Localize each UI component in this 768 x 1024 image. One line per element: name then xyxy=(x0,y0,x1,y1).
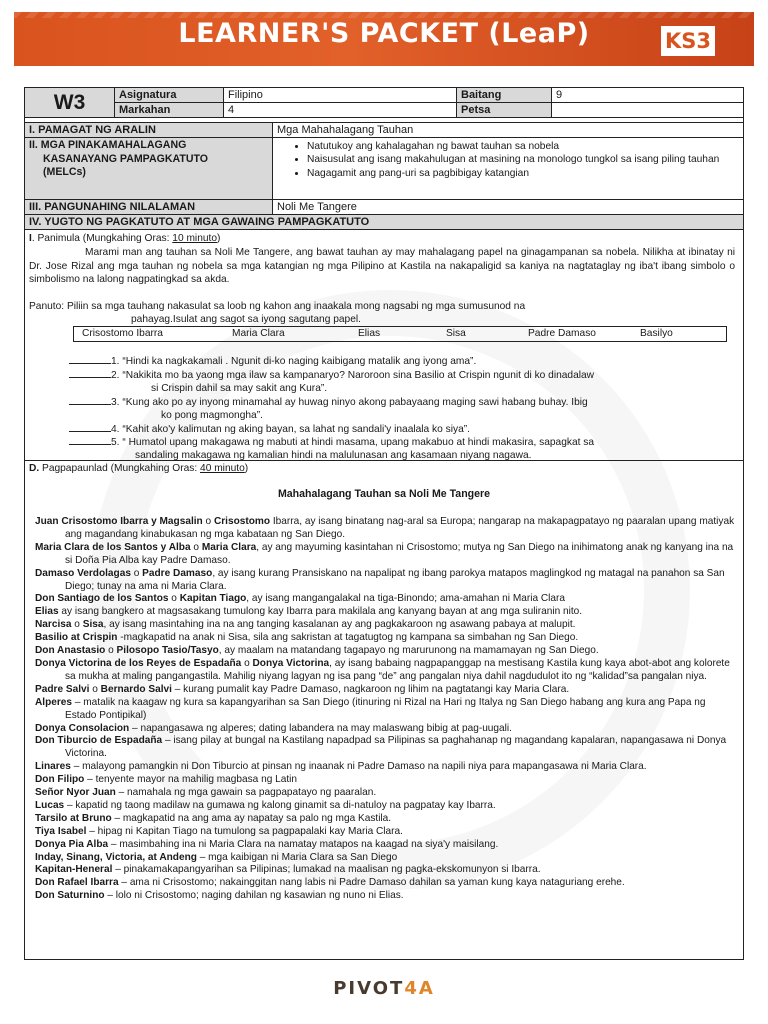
choice-name: Padre Damaso xyxy=(528,328,596,339)
character-alias: Sisa xyxy=(82,619,104,631)
character-description: – magkapatid na ang ama ay napatay sa palo ng mga Kastila. xyxy=(111,812,392,824)
character-entry xyxy=(25,800,737,813)
info-row-2 xyxy=(25,103,743,118)
character-entry xyxy=(25,852,737,865)
character-name: Lucas xyxy=(35,799,65,811)
panuto-line-1: Panuto: Piliin sa mga tauhang nakasulat sa loob ng kahon ang inaakala mong nagsabi ng mga sumusunod na xyxy=(29,301,526,312)
character-alias: Bernardo Salvi xyxy=(100,683,172,695)
choice-name: Maria Clara xyxy=(232,328,285,339)
character-description: , ay isang masintahing ina na ang tanging kasalanan ay ang pagkakaroon ng asawang pabaya at malupit. xyxy=(103,619,576,631)
melc-item: • Nagagamit ang pang-uri sa pagbibigay katangian xyxy=(307,167,739,180)
footer-brand-accent: 4A xyxy=(404,978,435,999)
section-1-row xyxy=(25,123,743,138)
melc-list xyxy=(277,140,739,180)
section-2-label-line-2: KASANAYANG PAMPAGKATUTO xyxy=(43,152,209,165)
character-choices-box xyxy=(73,326,727,342)
character-entry: Don Santiago de los Santos o Kapitan Tiago, ay isang mangangalakal na tiga-Binondo; ama-amahan ni Maria Clara xyxy=(35,593,565,605)
baitang-value: 9 xyxy=(552,88,743,103)
character-description: – masimbahing ina ni Maria Clara na namatay matapos na kaagad na siya'y maisilang. xyxy=(108,838,499,850)
asignatura-value: Filipino xyxy=(224,88,457,103)
character-alias: Donya Victorina xyxy=(252,657,330,669)
choice-name: Basilyo xyxy=(640,328,673,339)
character-entry xyxy=(25,697,737,723)
character-list xyxy=(25,516,737,903)
character-description: , ay isang babaing nagpapanggap na mestisang Kastila kung kaya abot-abot ang kolorete sa mukha at maling pangangastila. Mahilig niyang lagyan ng isa pang “de” ang pangalan niya dahil nagdudulot ito ng “kalidad”sa pangalan niya. xyxy=(65,657,730,682)
character-alias: Maria Clara xyxy=(201,541,257,553)
character-entry xyxy=(25,606,737,619)
character-description: , ay isang kurang Pransiskano na napalipat ng ibang parokya matapos maglingkod ng matagal na panahon sa San Diego; tunay na ama ni Maria Clara. xyxy=(65,567,725,592)
section-2-label xyxy=(25,138,273,199)
character-description: – namahala ng mga gawain sa pagpapatayo ng paaralan. xyxy=(115,787,377,799)
character-entry: Maria Clara de los Santos y Alba o Maria Clara, ay ang mayuming kasintahan ni Crisostomo; mutya ng San Diego na inihimatong anak ng kanyang ina na si Doña Pia Alba kay Padre Damaso. xyxy=(35,541,734,566)
panimula-time: 10 minuto xyxy=(172,233,218,244)
character-description: – matalik na kaagaw ng kura sa kapangyarihan sa San Diego (itinuring ni Rizal na Hari ng Italya ng San Diego habang ang kura ang Papa ng Estado Pontipikal) xyxy=(65,696,706,721)
section-1-value: Mga Mahahalagang Tauhan xyxy=(277,124,414,136)
character-entry xyxy=(25,761,737,774)
character-name: Don Rafael Ibarra xyxy=(35,877,119,889)
character-description: Ibarra, ay isang binatang nag-aral sa Europa; nangarap na makapagpatayo ng paaralan upang matiyak ang magandang kinabukasan ng mga kabataan ng San Diego. xyxy=(65,516,735,540)
quiz-item-1: 1. “Hindi ka nagkakamali . Ngunit di-ko naging kaibigang matalik ang iyong ama”. xyxy=(69,353,735,368)
character-entry: Juan Crisostomo Ibarra y Magsalin o Crisostomo Ibarra, ay isang binatang nag-aral sa Europa; nangarap na makapagpatayo ng paaralan upang matiyak ang magandang kinabukasan ng mga kabataan ng San Diego. xyxy=(35,516,735,540)
character-name: Juan Crisostomo Ibarra y Magsalin xyxy=(35,516,203,527)
answer-blank[interactable] xyxy=(69,394,111,405)
learner-packet-frame xyxy=(24,87,744,960)
character-name: Tarsilo at Bruno xyxy=(35,812,112,824)
page-title: LEARNER'S PACKET (LeaP) xyxy=(178,18,590,49)
section-4-row xyxy=(25,215,743,230)
answer-blank[interactable] xyxy=(69,367,111,378)
character-name: Donya Victorina de los Reyes de Espadaña xyxy=(35,657,242,669)
character-entry xyxy=(25,877,737,890)
character-description: -magkapatid na anak ni Sisa, sila ang sakristan at tagatugtog ng kampana sa simbahan ng San Diego. xyxy=(117,632,579,644)
panimula-paragraph: Marami man ang tauhan sa Noli Me Tangere, ang bawat tauhan ay may mahalagang papel na ginagampanan sa nobela. Nilikha at ibinatay ni Dr. Jose Rizal ang mga tauhan ng nobela sa mga katangian ng mga Pilipino at Kastila na nakapaligid sa kaniya na nagtataglay ng iba't ibang simbolo o simbolismo na lalong nagpatingkad sa akda. xyxy=(29,247,735,286)
section-2-label-line-3: (MELCs) xyxy=(43,166,86,178)
panimula-heading: I. Panimula (Mungkahing Oras: 10 minuto) xyxy=(29,233,221,244)
character-name: Tiya Isabel xyxy=(35,825,87,837)
character-entry: Donya Victorina de los Reyes de Espadaña o Donya Victorina, ay isang babaing nagpapanggap na mestisang Kastila kung kaya abot-abot ang kolorete sa mukha at maling pangangastila. Mahilig niyang lagyan ng isa pang “de” ang pangalan niya dahil nagdudulot ito ng “kalidad”sa pangalan niya. xyxy=(35,657,730,682)
character-name: Don Santiago de los Santos xyxy=(35,593,169,605)
character-entry xyxy=(25,774,737,787)
petsa-value xyxy=(552,103,743,118)
melc-item: • Naisusulat ang isang makahulugan at masining na monologo tungkol sa isang piling tauhan xyxy=(307,153,739,166)
footer-brand: PIVOT4A xyxy=(333,978,435,999)
characters-title: Mahahalagang Tauhan sa Noli Me Tangere xyxy=(277,488,491,500)
quiz-item-4: 4. “Kahit ako'y kalimutan ng aking bayan, sa lahat ng sandali'y inaalala ko siya”. xyxy=(69,421,735,436)
character-name: Elias xyxy=(35,606,59,618)
character-description: , ay maalam na matandang tagapayo ng marurunong na mamamayan ng San Diego. xyxy=(218,645,599,657)
quiz-item-5: 5. “ Humatol upang makagawa ng mabuti at hindi masama, upang makabuo at hindi makasira, sapagkat sa sandaling makagawa ng kamalian hindi na malulunasan ang kasamaan niyang nagawa. xyxy=(69,434,735,463)
panuto-line-2: pahayag.Isulat ang sagot sa iyong sagutang papel. xyxy=(131,314,361,325)
answer-blank[interactable] xyxy=(69,353,111,364)
character-name: Don Filipo xyxy=(35,774,85,786)
character-description: – kapatid ng taong madilaw na gumawa ng kalong ginamit sa di-natuloy na pagpatay kay Ibarra. xyxy=(64,799,496,811)
character-name: Maria Clara de los Santos y Alba xyxy=(35,541,191,553)
section-3-row xyxy=(25,200,743,215)
answer-blank[interactable] xyxy=(69,421,111,432)
baitang-label: Baitang xyxy=(457,88,552,103)
character-entry xyxy=(25,723,737,736)
week-cell: W3 xyxy=(25,88,115,118)
character-name: Don Saturnino xyxy=(35,890,105,902)
character-entry: Padre Salvi o Bernardo Salvi – kurang pumalit kay Padre Damaso, nagkaroon ng lihim na pagtatangi kay Maria Clara. xyxy=(35,683,570,695)
choice-name: Sisa xyxy=(446,328,466,339)
character-description: – napangasawa ng alperes; dating labandera na may malaswang bibig at pag-uugali. xyxy=(129,722,512,734)
character-description: – tenyente mayor na mahilig magbasa ng Latin xyxy=(84,774,298,786)
character-entry xyxy=(25,735,737,761)
character-name: Alperes xyxy=(35,696,73,708)
character-name: Basilio at Crispin xyxy=(35,632,118,644)
character-alias: Pilosopo Tasio/Tasyo xyxy=(116,645,219,657)
section-3-label: III. PANGUNAHING NILALAMAN xyxy=(25,200,273,214)
character-name: Don Anastasio xyxy=(35,645,106,657)
character-name: Donya Consolacion xyxy=(35,722,130,734)
section-4-label: IV. YUGTO NG PAGKATUTO AT MGA GAWAING PAMPAGKATUTO xyxy=(29,216,370,228)
character-entry xyxy=(25,864,737,877)
character-name: Kapitan-Heneral xyxy=(35,864,113,876)
character-alias: Crisostomo xyxy=(213,516,271,527)
character-entry xyxy=(25,826,737,839)
character-name: Don Tiburcio de Espadaña xyxy=(35,735,163,747)
markahan-value: 4 xyxy=(224,103,457,118)
section-1-label: I. PAMAGAT NG ARALIN xyxy=(25,123,273,137)
section-2-label-line-1: II. MGA PINAKAMAHALAGANG xyxy=(29,139,187,151)
character-description: – isang pilay at bungal na Kastilang napadpad sa Pilipinas sa paghahanap ng magandang kapalaran, napangasawa ni Donya Victorina. xyxy=(65,735,727,760)
choice-name: Elias xyxy=(358,328,381,339)
character-name: Padre Salvi xyxy=(35,683,90,695)
character-description: , ay ang mayuming kasintahan ni Crisostomo; mutya ng San Diego na inihimatong anak ng kanyang ina na si Doña Pia Alba kay Padre Damaso. xyxy=(65,541,734,566)
character-entry xyxy=(25,839,737,852)
character-description: – lolo ni Crisostomo; naging dahilan ng kasawian ng nuno ni Elias. xyxy=(104,890,404,902)
character-alias: Padre Damaso xyxy=(142,567,213,579)
quiz-item-3: 3. “Kung ako po ay inyong minamahal ay huwag ninyo akong pabayaang maging sawi habang buhay. Ibig ko pong magmongha”. xyxy=(69,394,735,423)
character-name: Inday, Sinang, Victoria, at Andeng xyxy=(35,851,197,863)
character-alias: Kapitan Tiago xyxy=(179,593,247,605)
character-description: – kurang pumalit kay Padre Damaso, nagkaroon ng lihim na pagtatangi kay Maria Clara. xyxy=(171,683,570,695)
character-entry xyxy=(25,813,737,826)
choice-name: Crisostomo Ibarra xyxy=(82,328,163,339)
character-entry: Damaso Verdolagas o Padre Damaso, ay isang kurang Pransiskano na napalipat ng ibang parokya matapos maglingkod ng matagal na panahon sa San Diego; tunay na ama ni Maria Clara. xyxy=(35,567,725,592)
section-3-value: Noli Me Tangere xyxy=(277,201,357,213)
character-description: ay isang bangkero at magsasakang tumulong kay Ibarra para makilala ang kanyang bayan at ang mga suliranin nito. xyxy=(58,606,583,618)
character-entry: Narcisa o Sisa, ay isang masintahing ina na ang tanging kasalanan ay ang pagkakaroon ng asawang pabaya at malupit. xyxy=(35,619,576,631)
character-name: Señor Nyor Juan xyxy=(35,787,116,799)
character-name: Narcisa xyxy=(35,619,72,631)
character-description: – mga kaibigan ni Maria Clara sa San Diego xyxy=(196,851,398,863)
character-entry: Don Anastasio o Pilosopo Tasio/Tasyo, ay maalam na matandang tagapayo ng marurunong na mamamayan ng San Diego. xyxy=(35,645,599,657)
character-entry xyxy=(25,632,737,645)
melc-list-cell xyxy=(273,138,743,199)
pagpapaunlad-heading: D. Pagpapaunlad (Mungkahing Oras: 40 minuto) xyxy=(29,463,249,474)
melc-item: • Natutukoy ang kahalagahan ng bawat tauhan sa nobela xyxy=(307,140,739,153)
pagpapaunlad-time: 40 minuto xyxy=(200,463,245,474)
character-entry xyxy=(25,787,737,800)
character-name: Linares xyxy=(35,761,71,773)
character-description: – pinakamakapangyarihan sa Pilipinas; lumakad na maalisan ng pagka-ekskomunyon si Ibarra. xyxy=(112,864,541,876)
asignatura-label: Asignatura xyxy=(115,88,224,103)
character-description: – malayong pamangkin ni Don Tiburcio at pinsan ng inaanak ni Padre Damaso na napili niya para mapangasawa ni Maria Clara. xyxy=(70,761,647,773)
answer-blank[interactable] xyxy=(69,434,111,445)
character-description: – ama ni Crisostomo; nakainggitan nang labis ni Padre Damaso dahilan sa yaman kung kaya nataguriang erehe. xyxy=(118,877,625,889)
character-description: – hipag ni Kapitan Tiago na tumulong sa pagpapalaki kay Maria Clara. xyxy=(86,825,403,837)
petsa-label: Petsa xyxy=(457,103,552,118)
character-description: , ay isang mangangalakal na tiga-Binondo; ama-amahan ni Maria Clara xyxy=(246,593,565,605)
quiz-item-2: 2. “Nakikita mo ba yaong mga ilaw sa kampanaryo? Naroroon sina Basilio at Crispin ngunit di ko dinadalaw si Crispin dahil sa may sakit ang Kura”. xyxy=(69,367,735,396)
character-name: Donya Pia Alba xyxy=(35,838,109,850)
section-2-row xyxy=(25,138,743,200)
ks-badge: KS3 xyxy=(661,26,715,56)
character-name: Damaso Verdolagas xyxy=(35,567,131,579)
markahan-label: Markahan xyxy=(115,103,224,118)
character-entry xyxy=(25,890,737,903)
